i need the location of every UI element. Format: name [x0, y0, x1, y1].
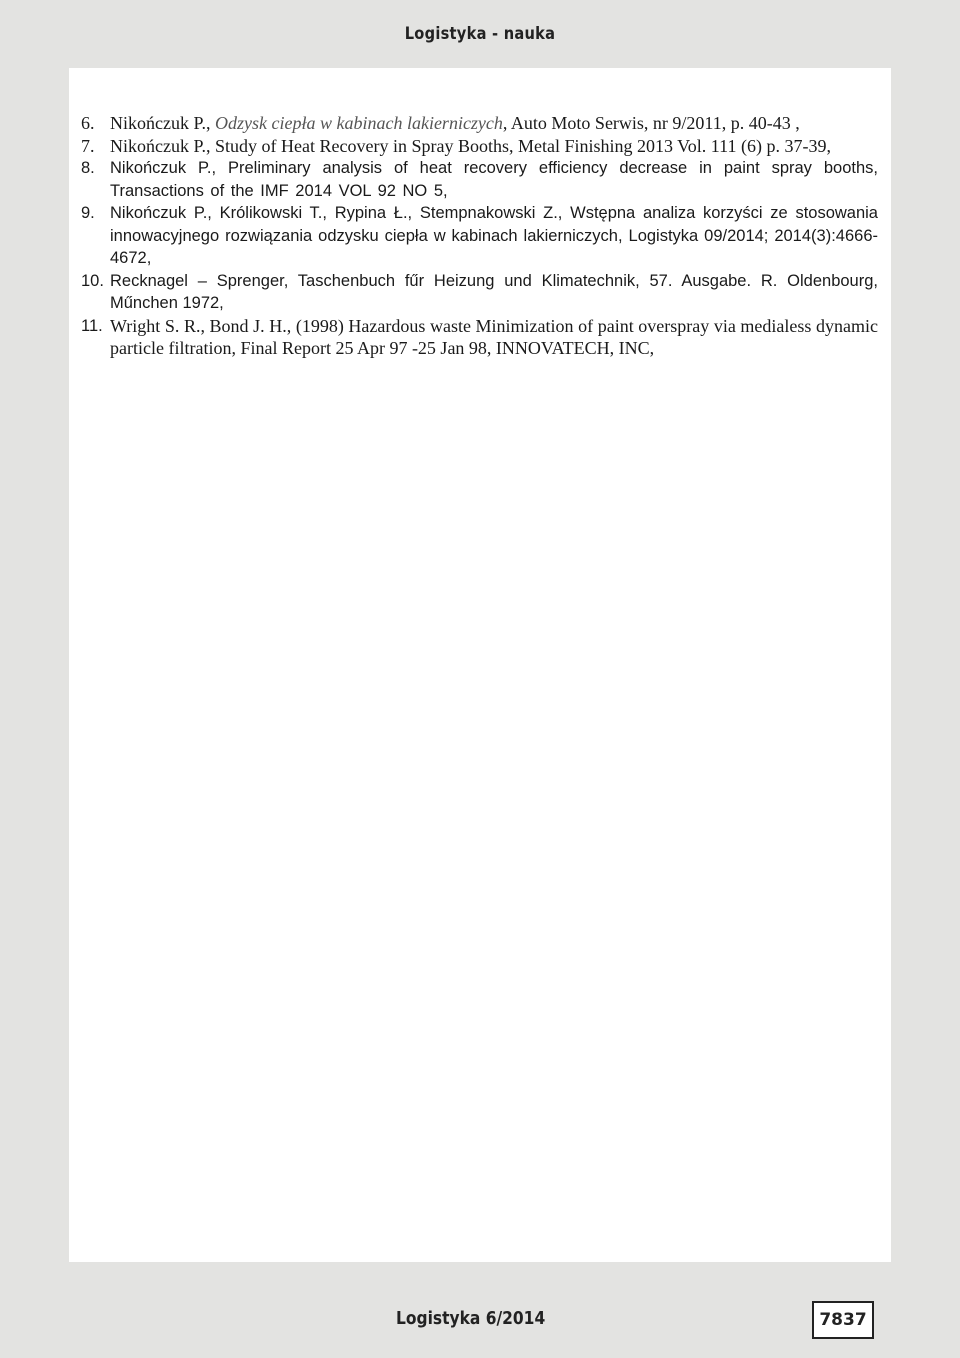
reference-item: [81, 270, 878, 315]
reference-number: 10.: [81, 271, 104, 290]
journal-issue-label: Logistyka 6/2014: [396, 1308, 546, 1329]
reference-text: Nikończuk P., Study of Heat Recovery in Spray Booths, Metal Finishing 2013 Vol. 111 (6) p. 37-39,: [110, 135, 831, 156]
reference-item: [81, 202, 878, 270]
reference-text: Nikończuk P., Królikowski T., Rypina Ł., Stempnakowski Z., Wstępna analiza korzyści ze stosowania innowacyjnego rozwiązania odzysku ciepła w kabinach lakierniczych, Logistyka 09/2014; 2014(3):4666-4672,: [110, 204, 878, 267]
reference-list: [81, 112, 878, 360]
page-number: 7837: [812, 1301, 874, 1339]
reference-number: 11.: [81, 316, 103, 335]
reference-details: , Auto Moto Serwis, nr 9/2011, p. 40-43 ,: [502, 113, 800, 133]
reference-item: [81, 157, 878, 202]
reference-number: 8.: [81, 159, 95, 177]
reference-number: 7.: [81, 135, 95, 156]
running-header: Logistyka - nauka: [404, 24, 556, 44]
reference-item: [81, 135, 878, 158]
reference-number: 6.: [81, 113, 95, 133]
reference-text: Recknagel – Sprenger, Taschenbuch fűr Heizung und Klimatechnik, 57. Ausgabe. R. Oldenbourg, Műnchen 1972,: [110, 271, 878, 312]
reference-item: [81, 112, 878, 135]
reference-number: 9.: [81, 204, 95, 222]
reference-title: Odzysk ciepła w kabinach lakierniczych: [215, 113, 503, 133]
reference-text: Wright S. R., Bond J. H., (1998) Hazardous waste Minimization of paint overspray via medialess dynamic particle filtration, Final Report 25 Apr 97 -25 Jan 98, INNOVATECH, INC,: [110, 315, 878, 358]
page-body: [69, 68, 891, 1262]
reference-text: Nikończuk P., Preliminary analysis of heat recovery efficiency decrease in paint spray booths, Transactions of the IMF 2014 VOL 92 NO 5,: [110, 159, 878, 200]
reference-item: [81, 315, 878, 360]
reference-author: Nikończuk P.,: [110, 113, 215, 133]
